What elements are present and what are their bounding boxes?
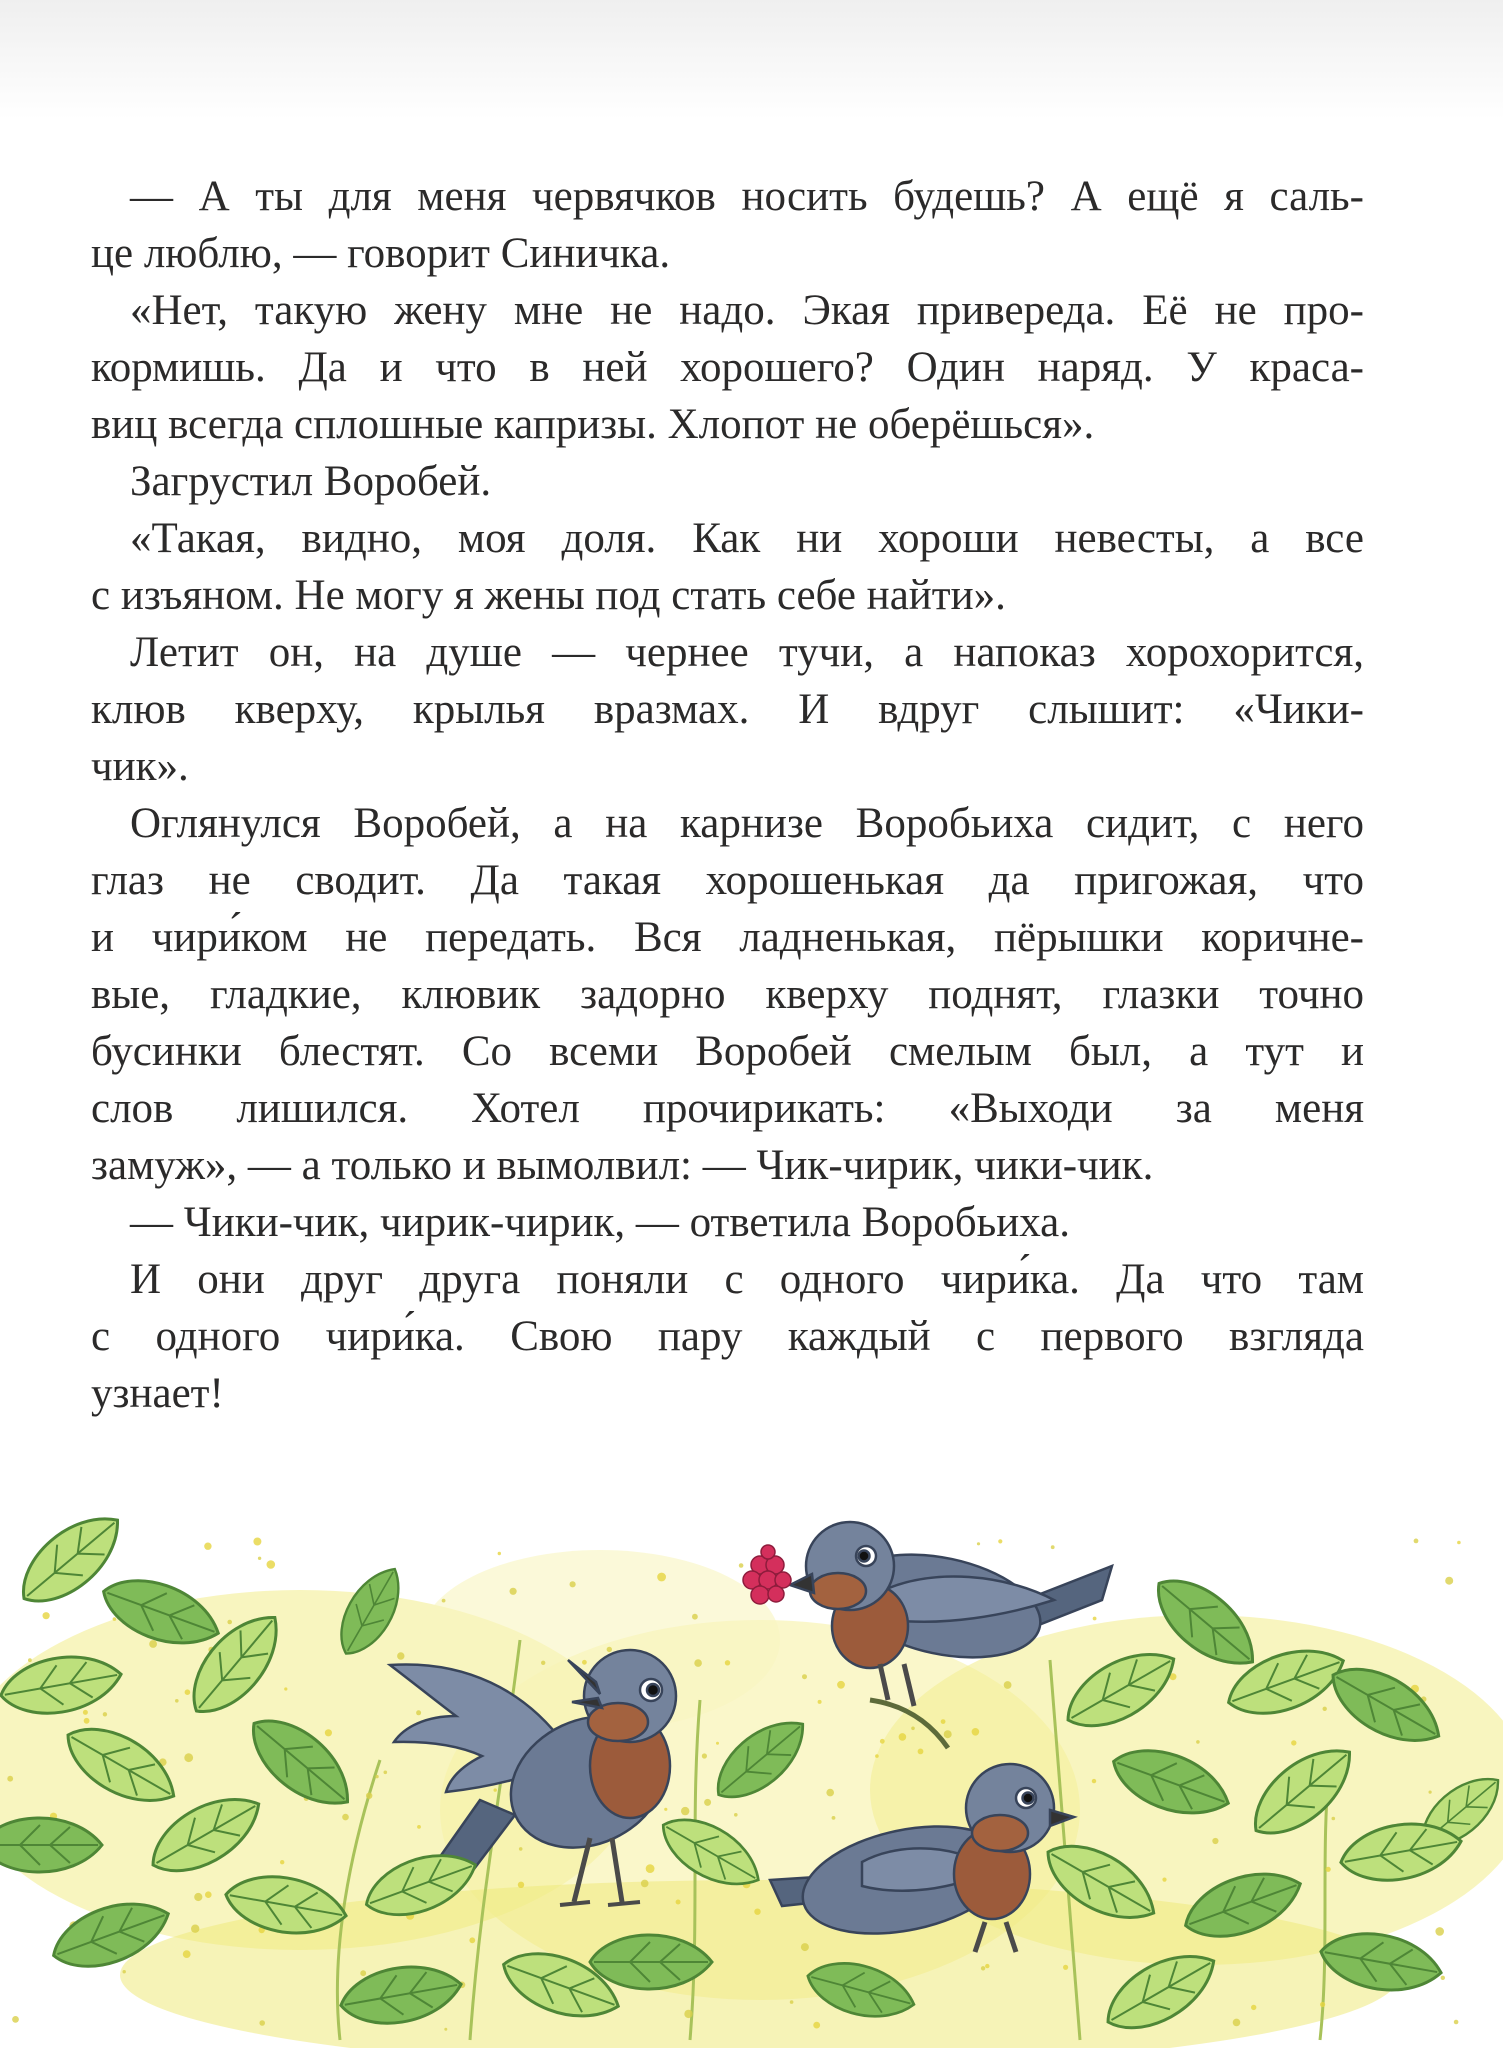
pollen-dot [498, 1552, 501, 1555]
text-line: кормишь. Да и что в ней хорошего? Один наряд. У краса- [91, 344, 1364, 391]
pollen-dot [657, 1573, 666, 1582]
pollen-dot [342, 1814, 349, 1821]
pollen-dot [684, 2010, 692, 2018]
text-line: глаз не сводит. Да такая хорошенькая да пригожая, что [91, 857, 1364, 904]
pollen-dot [1445, 1577, 1453, 1585]
pollen-dot [1051, 1545, 1055, 1549]
pollen-dot [1196, 1740, 1200, 1744]
paragraph [91, 282, 1364, 453]
pollen-dot [739, 1563, 744, 1568]
pollen-dot [1251, 2005, 1256, 2010]
pollen-dot [518, 1882, 524, 1888]
paragraph [91, 1251, 1364, 1422]
raspberry-drupelet [761, 1545, 775, 1559]
pollen-dot [509, 1588, 516, 1595]
pollen-dot [494, 1788, 497, 1791]
bird-cheek [588, 1703, 648, 1741]
text-line: с изъяном. Не могу я жены под стать себе найти». [91, 572, 1006, 619]
pollen-dot [981, 1966, 985, 1970]
pollen-dot [972, 1728, 980, 1736]
pollen-dot [818, 1700, 822, 1704]
pollen-dot [664, 1808, 667, 1811]
pollen-dot [7, 1776, 13, 1782]
pollen-dot [185, 1689, 191, 1695]
pollen-dot [985, 1964, 989, 1968]
pollen-dot [754, 1909, 760, 1915]
pollen-dot [570, 1581, 576, 1587]
pollen-dot [977, 1542, 980, 1545]
pollen-dot [183, 1950, 191, 1958]
pollen-dot [417, 1825, 421, 1829]
text-line: бусинки блестят. Со всеми Воробей смелым был, а тут и [91, 1028, 1364, 1075]
pollen-dot [641, 1880, 649, 1888]
bird-cheek [972, 1815, 1028, 1851]
text-line: и чири́ком не передать. Вся ладненькая, пёрышки коричне- [91, 914, 1364, 961]
pollen-dot [899, 1733, 907, 1741]
pollen-dot [813, 2022, 820, 2029]
pollen-dot [205, 1891, 212, 1898]
pollen-dot [716, 1742, 719, 1745]
pollen-dot [253, 1538, 261, 1546]
pollen-dot [725, 1660, 730, 1665]
pollen-dot [113, 1617, 117, 1621]
text-line: — А ты для меня червячков носить будешь? А ещё я саль- [130, 173, 1364, 220]
pollen-dot [416, 1710, 421, 1715]
pollen-dot [998, 1539, 1002, 1543]
text-line: замуж», — а только и вымолвил: — Чик-чирик, чики-чик. [91, 1142, 1154, 1189]
pollen-dot [1414, 1539, 1419, 1544]
text-line: Оглянулся Воробей, а на карнизе Воробьиха сидит, с него [130, 800, 1364, 847]
pollen-dot [1233, 2019, 1241, 2027]
pollen-dot [692, 1614, 698, 1620]
bird-cheek [810, 1573, 866, 1609]
paragraph [91, 624, 1364, 795]
pollen-dot [280, 1860, 284, 1864]
pollen-dot [875, 1754, 879, 1758]
sparrows-illustration [0, 1460, 1503, 2048]
pollen-dot [191, 1925, 199, 1933]
text-line: чик». [91, 743, 189, 790]
pollen-dot [325, 1729, 332, 1736]
pollen-dot [84, 1718, 90, 1724]
pollen-dot [802, 1674, 807, 1679]
pollen-dot [826, 1789, 834, 1797]
pollen-dot [704, 1799, 711, 1806]
pollen-dot [227, 1620, 232, 1625]
raspberry-drupelet [768, 1586, 784, 1602]
pollen-dot [646, 1864, 655, 1873]
pollen-dot [1429, 1791, 1432, 1794]
text-line: клюв кверху, крылья вразмах. И вдруг слышит: «Чики- [91, 686, 1364, 733]
paragraph [91, 168, 1364, 282]
pollen-dot [1441, 1976, 1445, 1980]
paragraph [91, 795, 1364, 1194]
paragraph [91, 453, 1364, 510]
pollen-dot [469, 1937, 475, 1943]
text-line: Загрустил Воробей. [130, 458, 492, 505]
pollen-dot [184, 1753, 193, 1762]
pollen-dot [519, 1847, 523, 1851]
bird-pupil [859, 1551, 870, 1562]
pollen-dot [284, 1687, 287, 1690]
pollen-dot [702, 1753, 707, 1758]
text-line: вые, гладкие, клювик задорно кверху поднят, глазки точно [91, 971, 1364, 1018]
pollen-dot [1320, 2002, 1325, 2007]
pollen-dot [681, 1807, 689, 1815]
pollen-dot [880, 1739, 885, 1744]
pollen-dot [194, 1893, 202, 1901]
text-line: — Чики-чик, чирик-чирик, — ответила Воробьиха. [130, 1199, 1071, 1246]
pollen-dot [541, 1661, 545, 1665]
pollen-dot [267, 1560, 276, 1569]
pollen-dot [384, 1771, 388, 1775]
pollen-dot [1063, 1965, 1068, 1970]
raspberry-drupelet [751, 1586, 769, 1604]
pollen-dot [941, 1719, 946, 1724]
pollen-dot [1291, 1740, 1296, 1745]
pollen-dot [43, 1612, 50, 1619]
text-line: с одного чири́ка. Свою пару каждый с первого взгляда [91, 1313, 1364, 1360]
pollen-dot [149, 1640, 157, 1648]
pollen-dot [444, 2028, 447, 2031]
pollen-dot [83, 1710, 88, 1715]
text-line: виц всегда сплошные капризы. Хлопот не оберёшься». [91, 401, 1095, 448]
pollen-dot [397, 1652, 404, 1659]
pollen-dot [676, 1900, 681, 1905]
pollen-dot [1092, 1779, 1096, 1783]
text-line: слов лишился. Хотел прочирикать: «Выходи за меня [91, 1085, 1364, 1132]
pollen-dot [360, 1970, 366, 1976]
text-line: И они друг друга поняли с одного чири́ка. Да что там [130, 1256, 1364, 1303]
text-line: «Нет, такую жену мне не надо. Экая привереда. Её не про- [130, 287, 1364, 334]
pollen-dot [832, 1816, 836, 1820]
pollen-dot [259, 2020, 265, 2026]
pollen-dot [1162, 1878, 1166, 1882]
pollen-dot [366, 1793, 372, 1799]
pollen-dot [12, 2016, 19, 2023]
pollen-dot [1435, 1927, 1444, 1936]
pollen-dot [1326, 1867, 1331, 1872]
pollen-dot [801, 1943, 809, 1951]
bird-pupil [647, 1684, 659, 1696]
pollen-dot [442, 1599, 446, 1603]
pollen-dot [1093, 1617, 1097, 1621]
pollen-dot [607, 1647, 612, 1652]
pollen-dot [918, 1749, 924, 1755]
pollen-dot [1332, 1817, 1336, 1821]
paragraph [91, 510, 1364, 624]
pollen-dot [1454, 2020, 1459, 2025]
pollen-dot [1212, 1838, 1218, 1844]
scan-shading [0, 0, 1503, 120]
pollen-dot [1004, 1681, 1012, 1689]
pollen-dot [258, 1557, 261, 1560]
bird-pupil [1023, 1793, 1034, 1804]
pollen-dot [837, 1681, 845, 1689]
story-text [91, 168, 1364, 1422]
pollen-dot [103, 1712, 107, 1716]
pollen-dot [123, 1970, 126, 1973]
text-line: узнает! [91, 1370, 224, 1417]
pollen-dot [694, 1659, 702, 1667]
pollen-dot [1457, 1541, 1461, 1545]
pollen-dot [734, 1813, 738, 1817]
pollen-dot [28, 1658, 32, 1662]
paragraph [91, 1194, 1364, 1251]
pollen-dot [911, 1727, 915, 1731]
text-line: «Такая, видно, моя доля. Как ни хороши невесты, а все [130, 515, 1364, 562]
pollen-dot [1323, 1707, 1327, 1711]
pollen-dot [790, 2000, 794, 2004]
bird-beak [790, 1574, 814, 1593]
pollen-dot [582, 1660, 587, 1665]
pollen-dot [375, 1775, 378, 1778]
text-line: Летит он, на душе — чернее тучи, а напоказ хорохорится, [130, 629, 1364, 676]
pollen-dot [944, 1730, 952, 1738]
text-line: це люблю, — говорит Синичка. [91, 230, 671, 277]
pollen-dot [175, 1699, 179, 1703]
pollen-dot [204, 1543, 211, 1550]
